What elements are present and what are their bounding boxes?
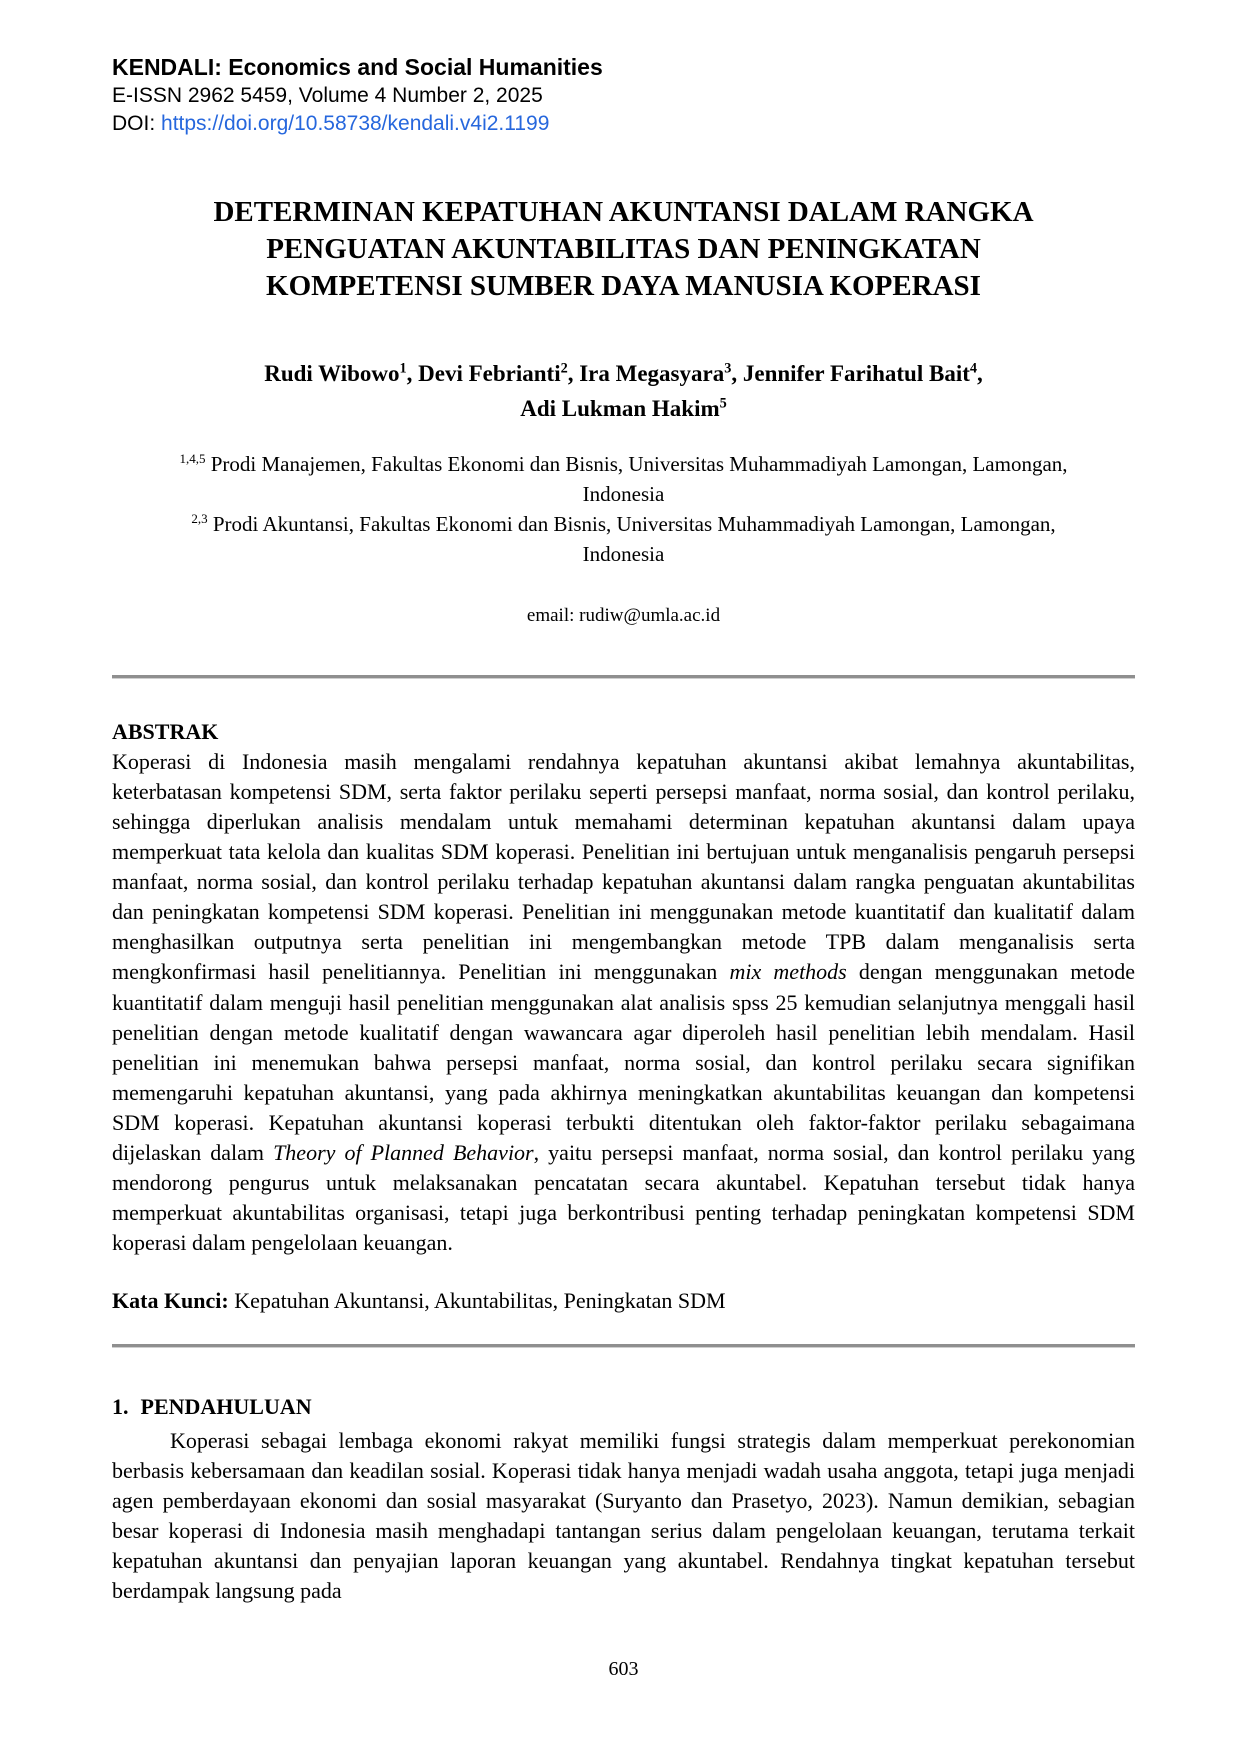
journal-name: KENDALI: Economics and Social Humanities xyxy=(112,54,603,80)
section-heading xyxy=(112,1394,1135,1420)
text-segment: , Devi Febrianti xyxy=(406,361,561,387)
doi-line xyxy=(112,110,1135,138)
text-segment: Prodi Akuntansi, Fakultas Ekonomi dan Bisnis, Universitas Muhammadiyah Lamongan, Lamongan, xyxy=(207,511,1056,536)
text-segment: Rudi Wibowo xyxy=(264,361,400,387)
text-segment: 5 xyxy=(719,394,727,411)
abstract-body xyxy=(112,747,1135,1257)
text-segment: mix methods xyxy=(729,959,847,985)
text-segment: Indonesia xyxy=(582,481,665,506)
text-segment: 2,3 xyxy=(191,510,208,526)
text-segment: 1,4,5 xyxy=(179,451,206,467)
text-segment: dengan menggunakan metode kuantitatif dalam menguji hasil penelitian menggunakan alat analisis spss 25 kemudian selanjutnya menggali hasil penelitian dengan metode kualitatif dengan wawancara agar diperoleh hasil penelitian lebih mendalam. Hasil penelitian ini menemukan bahwa persepsi manfaat, norma sosial, dan kontrol perilaku secara signifikan memengaruhi kepatuhan akuntansi, yang pada akhirnya meningkatkan akuntabilitas keuangan dan kompetensi SDM koperasi. Kepatuhan akuntansi koperasi terbukti ditentukan oleh faktor-faktor perilaku sebagaimana dijelaskan dalam xyxy=(112,959,1135,1165)
section-title: PENDAHULUAN xyxy=(140,1393,312,1419)
authors-line-2 xyxy=(112,392,1135,427)
intro-paragraph: Koperasi sebagai lembaga ekonomi rakyat memiliki fungsi strategis dalam memperkuat perekonomian berbasis kebersamaan dan keadilan sosial. Koperasi tidak hanya menjadi wadah usaha anggota, tetapi juga menjadi agen pemberdayaan ekonomi dan sosial masyarakat (Suryanto dan Prasetyo, 2023). Namun demikian, sebagian besar koperasi di Indonesia masih menghadapi tantangan serius dalam pengelolaan keuangan, terutama terkait kepatuhan akuntansi dan penyajian laporan keuangan yang akuntabel. Rendahnya tingkat kepatuhan tersebut berdampak langsung pada xyxy=(112,1427,1135,1603)
keywords-line xyxy=(112,1288,1135,1314)
introduction-section xyxy=(112,1394,1135,1606)
text-segment: 4 xyxy=(969,360,977,377)
text-segment: , Jennifer Farihatul Bait xyxy=(731,361,970,387)
text-segment: Indonesia xyxy=(582,541,665,566)
page-number: 603 xyxy=(608,1657,639,1680)
text-segment: Theory of Planned Behavior xyxy=(273,1139,534,1165)
section-number: 1. xyxy=(112,1393,129,1419)
divider-bottom xyxy=(112,1344,1135,1348)
text-segment: Koperasi di Indonesia masih mengalami rendahnya kepatuhan akuntansi akibat lemahnya akuntabilitas, keterbatasan kompetensi SDM, serta faktor perilaku seperti persepsi manfaat, norma sosial, dan kontrol perilaku, sehingga diperlukan analisis mendalam untuk memahami determinan kepatuhan akuntansi dalam upaya memperkuat tata kelola dan kualitas SDM koperasi. Penelitian ini bertujuan untuk menganalisis pengaruh persepsi manfaat, norma sosial, dan kontrol perilaku terhadap kepatuhan akuntansi dalam rangka penguatan akuntabilitas dan peningkatan kompetensi SDM koperasi. Penelitian ini menggunakan metode kuantitatif dan kualitatif dalam menghasilkan outputnya serta penelitian ini mengembangkan metode TPB dalam menganalisis serta mengkonfirmasi hasil penelitiannya. Penelitian ini menggunakan xyxy=(112,749,1135,985)
text-segment: , Ira Megasyara xyxy=(567,361,725,387)
affiliations-block xyxy=(112,450,1135,569)
journal-issue-line: E-ISSN 2962 5459, Volume 4 Number 2, 2025 xyxy=(112,84,543,108)
abstract-section xyxy=(112,719,1135,1313)
text-segment: 2 xyxy=(560,360,568,377)
article-title: DETERMINAN KEPATUHAN AKUNTANSI DALAM RANGKA PENGUATAN AKUNTABILITAS DAN PENINGKATAN KOMPETENSI SUMBER DAYA MANUSIA KOPERASI xyxy=(213,195,1034,303)
text-segment: Adi Lukman Hakim xyxy=(520,395,720,421)
affiliation-2 xyxy=(112,510,1135,570)
text-segment: 1 xyxy=(399,360,407,377)
authors-block xyxy=(112,357,1135,426)
doi-link[interactable]: https://doi.org/10.58738/kendali.v4i2.1199 xyxy=(161,112,550,136)
divider-top xyxy=(112,675,1135,679)
text-segment: Kata Kunci: xyxy=(112,1287,229,1313)
text-segment: 3 xyxy=(724,360,732,377)
text-segment: Prodi Manajemen, Fakultas Ekonomi dan Bisnis, Universitas Muhammadiyah Lamongan, Lamongan, xyxy=(205,452,1068,477)
text-segment: , xyxy=(977,361,983,387)
email-line: email: rudiw@umla.ac.id xyxy=(526,605,721,627)
text-segment: , yaitu persepsi manfaat, norma sosial, dan kontrol perilaku yang mendorong pengurus untuk melaksanakan pencatatan secara akuntabel. Kepatuhan tersebut tidak hanya memperkuat akuntabilitas organisasi, tetapi juga berkontribusi penting terhadap peningkatan kompetensi SDM koperasi dalam pengelolaan keuangan. xyxy=(112,1139,1135,1255)
journal-header xyxy=(112,52,1135,138)
abstract-heading: ABSTRAK xyxy=(112,719,219,745)
authors-line-1 xyxy=(112,357,1135,392)
doi-label: DOI: xyxy=(112,112,162,136)
text-segment: Kepatuhan Akuntansi, Akuntabilitas, Peningkatan SDM xyxy=(228,1287,726,1313)
affiliation-1 xyxy=(112,450,1135,510)
